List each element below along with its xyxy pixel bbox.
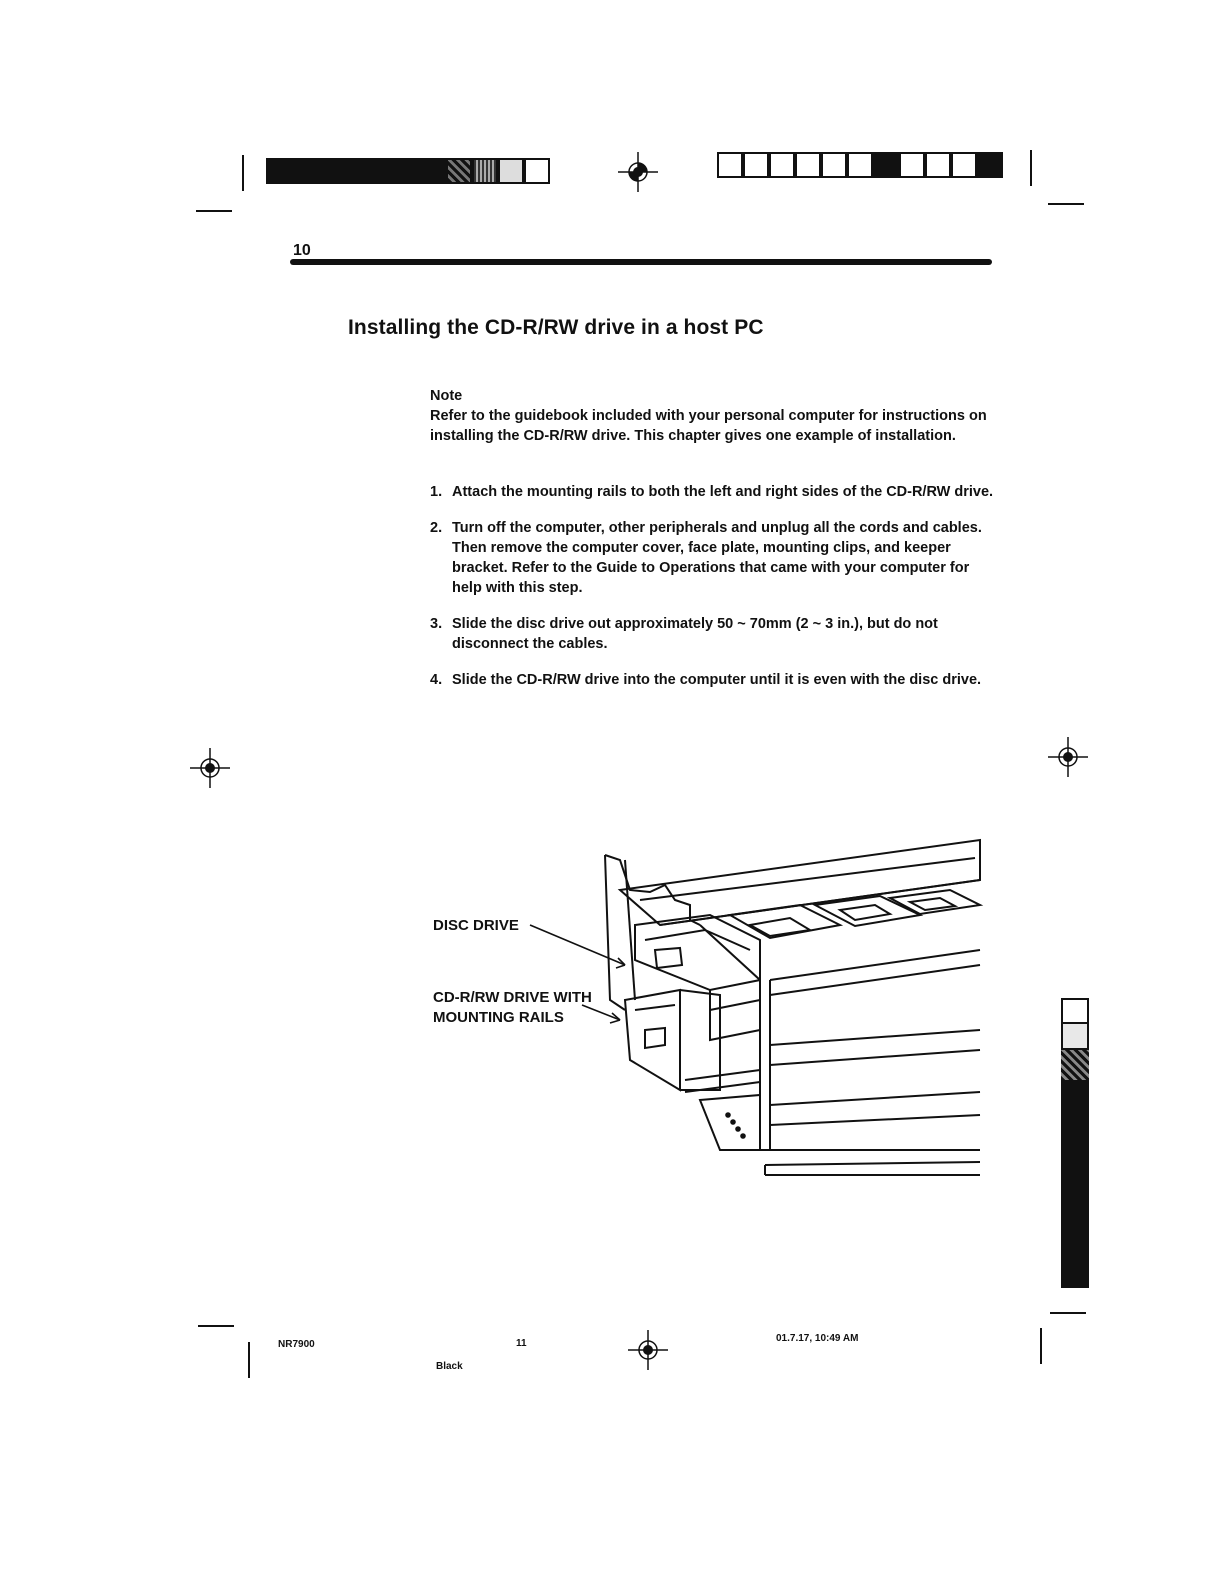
- slug-ink-name: Black: [436, 1361, 463, 1372]
- registration-mark-right-icon: [1048, 737, 1088, 777]
- installation-steps: [430, 482, 1000, 706]
- crop-mark-bottom-left: [248, 1342, 250, 1378]
- step-text: Turn off the computer, other peripherals and unplug all the cords and cables. Then remove the computer cover, face plate, mounting clips, and keeper bracket. Refer to the Guide to Operations that came with your computer for help with this step.: [452, 520, 982, 596]
- callout-cdrw-drive: CD-R/RW DRIVE WITH MOUNTING RAILS: [433, 989, 592, 1026]
- step-item: [430, 614, 1000, 654]
- density-strip: [1061, 998, 1089, 1288]
- registration-mark-bottom-icon: [628, 1330, 668, 1370]
- callout-disc-drive: DISC DRIVE: [433, 917, 519, 934]
- page-title: Installing the CD-R/RW drive in a host PC: [348, 316, 764, 339]
- color-bar-left: [266, 158, 550, 184]
- note-heading: Note: [430, 388, 463, 404]
- crop-mark-bottom-right: [1040, 1328, 1042, 1364]
- registration-mark-left-icon: [190, 748, 230, 788]
- crop-mark-left-upper: [196, 210, 232, 212]
- registration-mark-top-icon: [618, 152, 658, 192]
- step-text: Slide the CD-R/RW drive into the computer until it is even with the disc drive.: [452, 672, 982, 688]
- step-item: [430, 518, 1000, 598]
- note-text: Refer to the guidebook included with your personal computer for instructions on installing the CD-R/RW drive. This chapter gives one example of installation.: [430, 408, 987, 444]
- step-number: 1.: [430, 484, 443, 500]
- step-text: Attach the mounting rails to both the left and right sides of the CD-R/RW drive.: [452, 484, 994, 500]
- step-item: [430, 482, 1000, 502]
- step-text: Slide the disc drive out approximately 50 ~ 70mm (2 ~ 3 in.), but do not disconnect the cables.: [452, 616, 938, 652]
- color-bar-right: [717, 152, 1003, 178]
- crop-mark-top-right: [1030, 150, 1032, 186]
- slug-datetime: 01.7.17, 10:49 AM: [776, 1333, 859, 1344]
- slug-page-number: 11: [516, 1338, 527, 1349]
- header-rule: [290, 259, 992, 265]
- crop-mark-right-upper: [1048, 203, 1084, 205]
- crop-mark-right-lower: [1050, 1312, 1086, 1314]
- step-number: 2.: [430, 520, 443, 536]
- step-item: [430, 670, 1000, 690]
- crop-mark-top-left: [242, 155, 244, 191]
- crop-mark-left-lower: [198, 1325, 234, 1327]
- slug-model: NR7900: [278, 1339, 315, 1350]
- step-number: 4.: [430, 672, 443, 688]
- page-number: 10: [293, 242, 311, 259]
- step-number: 3.: [430, 616, 443, 632]
